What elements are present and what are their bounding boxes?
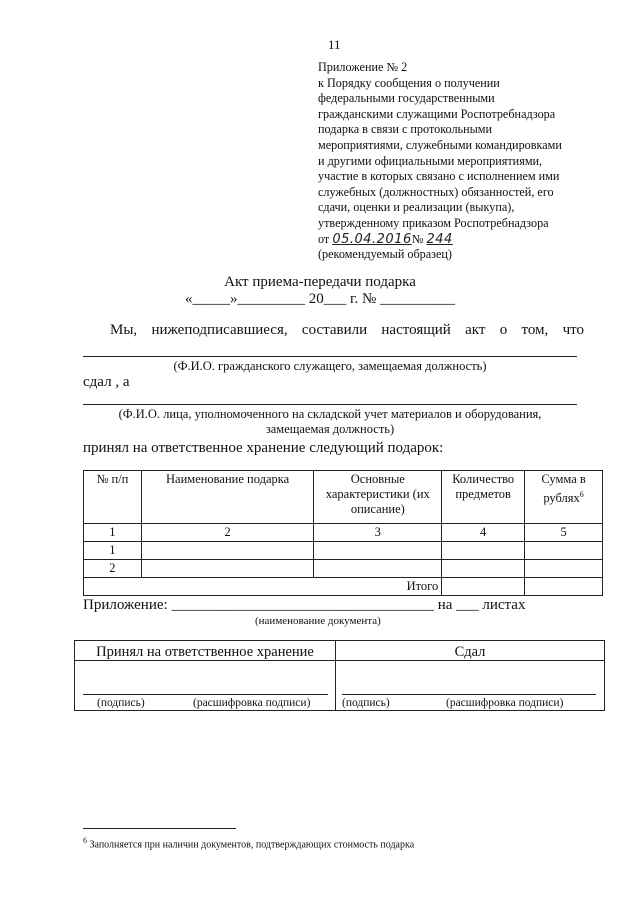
servant-name-line	[83, 356, 577, 357]
appendix-line: к Порядку сообщения о получении	[318, 75, 500, 90]
sum-cell	[525, 560, 603, 578]
header-quantity: Количество предметов	[442, 471, 525, 524]
table-row	[84, 560, 603, 578]
authorized-caption-2: замещаемая должность)	[265, 422, 395, 436]
handed-over-text: сдал , а	[83, 374, 130, 390]
intro-word: нижеподписавшиеся,	[151, 322, 288, 338]
authorized-name-line	[83, 404, 577, 405]
gift-table	[83, 470, 603, 596]
handed-signature-caption: (подпись)	[342, 697, 390, 709]
attachment-count-blank: ___	[456, 597, 479, 613]
column-number: 5	[525, 524, 603, 542]
signatures-bottom-line	[74, 710, 604, 711]
sum-footnote-mark: 6	[579, 490, 584, 499]
gift-name-cell	[141, 560, 314, 578]
footnote-text: Заполняется при наличии документов, подтверждающих стоимость подарка	[89, 839, 415, 851]
header-sum	[525, 471, 603, 524]
handed-signature-line	[342, 694, 596, 695]
appendix-line: федеральными государственными	[318, 91, 495, 106]
act-title: Акт приема-передачи подарка	[224, 274, 416, 290]
appendix-block	[318, 60, 608, 263]
handed-by-header: Сдал	[454, 644, 486, 660]
authorized-caption-1: (Ф.И.О. лица, уполномоченного на складской учет материалов и оборудования,	[118, 407, 542, 421]
appendix-line: подарка в связи с протокольными	[318, 122, 493, 137]
accepted-text: принял на ответственное хранение следующий подарок:	[83, 440, 444, 456]
header-sum-label: Сумма в рублях	[541, 472, 586, 506]
order-prefix: от	[318, 231, 330, 246]
total-sum-cell	[525, 578, 603, 596]
appendix-line: служебных (должностных) обязанностей, его	[318, 184, 554, 199]
total-label: Итого	[84, 578, 442, 596]
attachment-line	[83, 597, 525, 614]
footnote-mark: 6	[83, 836, 87, 845]
order-date-handwritten: 05.04.2016	[332, 231, 412, 247]
row-index: 2	[84, 560, 142, 578]
header-characteristics: Основные характеристики (их описание)	[314, 471, 442, 524]
attachment-label: Приложение:	[83, 597, 168, 613]
appendix-line: участие в которых связано с исполнением ими	[318, 169, 560, 184]
footnote-separator	[83, 828, 236, 829]
attachment-on: на	[437, 597, 453, 613]
act-intro-line	[110, 322, 584, 339]
order-line	[318, 232, 608, 248]
intro-word: Мы,	[110, 322, 138, 338]
appendix-line: мероприятиями, служебными командировками	[318, 137, 562, 152]
column-number: 2	[141, 524, 314, 542]
row-index: 1	[84, 542, 142, 560]
page-number: 11	[328, 37, 341, 52]
signatures-box	[74, 640, 605, 711]
characteristics-cell	[314, 560, 442, 578]
table-row	[84, 542, 603, 560]
intro-word: что	[562, 322, 584, 338]
appendix-line: Приложение № 2	[318, 60, 408, 74]
appendix-line: и другими официальными мероприятиями,	[318, 153, 543, 168]
column-number: 3	[314, 524, 442, 542]
intro-word: том,	[521, 322, 549, 338]
header-gift-name: Наименование подарка	[141, 471, 314, 524]
intro-word: настоящий	[381, 322, 451, 338]
order-number-label: №	[411, 231, 424, 246]
appendix-line: сдачи, оценки и реализации (выкупа),	[318, 200, 515, 215]
handed-decoding-caption: (расшифровка подписи)	[446, 697, 564, 709]
appendix-line: утвержденному приказом Роспотребнадзора	[318, 215, 549, 230]
header-number: № п/п	[84, 471, 142, 524]
attachment-blank: ___________________________________	[171, 597, 434, 613]
table-numbering-row	[84, 524, 603, 542]
total-quantity-cell	[442, 578, 525, 596]
accepted-signature-line	[83, 694, 328, 695]
column-number: 4	[442, 524, 525, 542]
servant-caption: (Ф.И.О. гражданского служащего, замещаемая должность)	[173, 359, 487, 373]
table-total-row	[84, 578, 603, 596]
intro-word: о	[499, 322, 508, 338]
handed-by-section	[336, 641, 604, 711]
characteristics-cell	[314, 542, 442, 560]
appendix-line: гражданскими служащими Роспотребнадзора	[318, 106, 556, 121]
sample-note: (рекомендуемый образец)	[318, 247, 452, 262]
order-number-handwritten: 244	[426, 231, 453, 247]
accepted-by-section	[75, 641, 335, 711]
accepted-signature-caption: (подпись)	[97, 697, 145, 709]
quantity-cell	[442, 560, 525, 578]
accepted-decoding-caption: (расшифровка подписи)	[193, 697, 311, 709]
intro-word: акт	[465, 322, 486, 338]
gift-name-cell	[141, 542, 314, 560]
accepted-by-header: Принял на ответственное хранение	[96, 644, 314, 660]
intro-word: составили	[301, 322, 368, 338]
quantity-cell	[442, 542, 525, 560]
column-number: 1	[84, 524, 142, 542]
sum-cell	[525, 542, 603, 560]
table-header-row	[84, 471, 603, 524]
act-date-line: «_____»_________ 20___ г. № __________	[184, 291, 456, 307]
attachment-sheets: листах	[482, 597, 526, 613]
attachment-caption: (наименование документа)	[255, 615, 381, 627]
footnote	[83, 836, 414, 850]
